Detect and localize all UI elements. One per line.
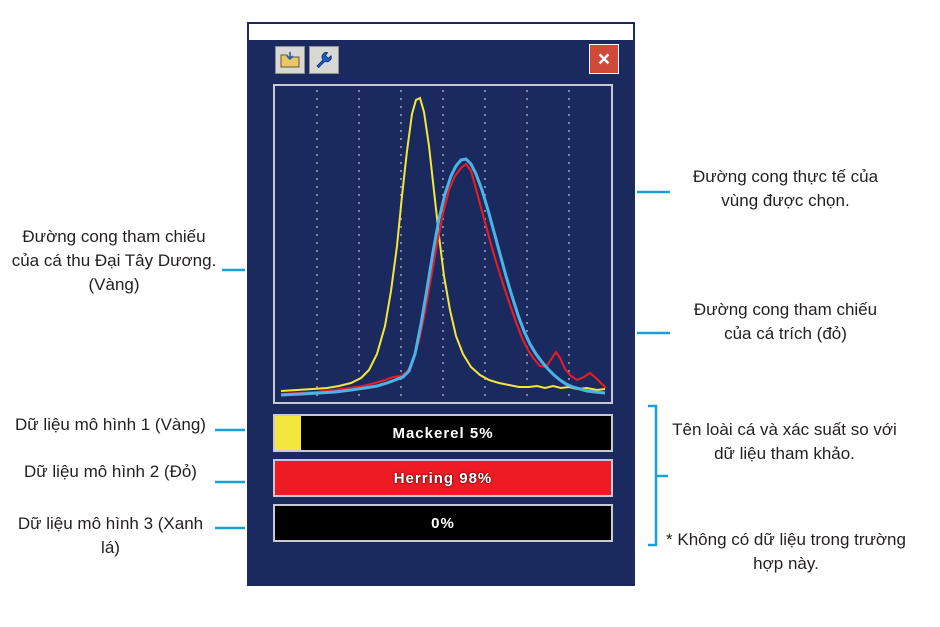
close-icon: × — [597, 47, 611, 71]
spectrum-graph — [275, 86, 611, 402]
annotation-reference-herring: Đường cong tham chiếu của cá trích (đỏ) — [693, 300, 878, 343]
swatch-herring — [275, 461, 301, 495]
result-label-mackerel: Mackerel 5% — [392, 424, 494, 442]
annotation-model-2: Dữ liệu mô hình 2 (Đỏ) — [24, 462, 197, 481]
result-label-herring: Herring 98% — [393, 469, 493, 487]
settings-wrench-icon[interactable] — [309, 46, 339, 74]
annotation-model-1: Dữ liệu mô hình 1 (Vàng) — [15, 415, 206, 434]
close-button[interactable] — [589, 44, 619, 74]
result-label-empty: 0% — [431, 514, 455, 532]
swatch-mackerel — [275, 416, 301, 450]
annotation-actual-curve: Đường cong thực tế của vùng được chọn. — [692, 167, 879, 210]
wrench-icon — [315, 51, 333, 69]
annotation-note: * Không có dữ liệu trong trường hợp này. — [666, 530, 906, 573]
species-results-list — [273, 414, 613, 549]
annotation-reference-mackerel: Đường cong tham chiếu của cá thu Đại Tây Dương. (Vàng) — [11, 227, 217, 294]
annotation-species-probability: Tên loài cá và xác suất so với dữ liệu tham khảo. — [672, 420, 897, 463]
app-window — [245, 20, 637, 588]
open-file-button[interactable] — [275, 46, 305, 74]
result-row[interactable] — [273, 459, 613, 497]
spectrum-graph-panel — [273, 84, 613, 404]
open-folder-icon — [280, 51, 300, 69]
result-row[interactable] — [273, 504, 613, 542]
swatch-empty — [275, 506, 301, 540]
title-bar[interactable] — [249, 24, 633, 40]
toolbar — [257, 44, 627, 78]
annotation-model-3: Dữ liệu mô hình 3 (Xanh lá) — [17, 514, 204, 557]
result-row[interactable] — [273, 414, 613, 452]
